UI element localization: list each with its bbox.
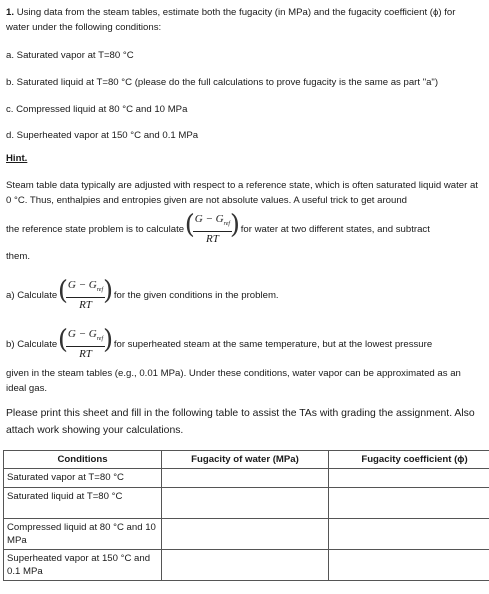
fugacity-answer-cell[interactable] xyxy=(162,488,329,519)
hint-ref-line xyxy=(6,210,430,246)
fugacity-answer-cell[interactable] xyxy=(162,550,329,581)
fraction-numerator: G − G xyxy=(194,213,224,225)
condition-cell: Compressed liquid at 80 °C and 10 MPa xyxy=(4,519,162,550)
part-c: c. Compressed liquid at 80 °C and 10 MPa xyxy=(6,104,188,115)
part-d: d. Superheated vapor at 150 °C and 0.1 MPa xyxy=(6,130,199,141)
hint-b-continuation: given in the steam tables (e.g., 0.01 MPa). Under these conditions, water vapor can be approximated as an ideal gas. xyxy=(6,368,461,394)
header-fugacity-coefficient: Fugacity coefficient (ϕ) xyxy=(329,451,489,469)
coefficient-answer-cell[interactable] xyxy=(329,550,489,581)
fraction-b-subscript: ref xyxy=(96,336,104,343)
ref-line-prefix: the reference state problem is to calculate xyxy=(6,224,185,236)
fraction-a-subscript: ref xyxy=(96,287,104,294)
question-number: 1. xyxy=(6,7,15,18)
gibbs-fraction-a: ( $\frac{G - G_{ref}}{RT}$ ) xyxy=(57,276,114,312)
hint-a-prefix: a) Calculate xyxy=(6,290,58,302)
hint-b-line xyxy=(6,325,433,361)
hint-heading: Hint. xyxy=(6,153,28,164)
hint-a-suffix: for the given conditions in the problem. xyxy=(113,290,279,302)
table-row xyxy=(4,488,489,519)
part-a: a. Saturated vapor at T=80 °C xyxy=(6,50,134,61)
fugacity-answer-cell[interactable] xyxy=(162,469,329,488)
hint-b-prefix: b) Calculate xyxy=(6,339,58,351)
part-b: b. Saturated liquid at T=80 °C (please do the full calculations to prove fugacity is the same as part "a") xyxy=(6,77,439,88)
table-header-row xyxy=(4,451,489,469)
gibbs-fraction: ( $\frac{G - G_{ref}}{RT}$ ) xyxy=(184,210,241,246)
header-conditions: Conditions xyxy=(4,451,162,469)
question-text: Using data from the steam tables, estimate both the fugacity (in MPa) and the fugacity coefficient (ϕ) for water under the following conditions: xyxy=(6,7,456,33)
fraction-a-numerator: G − G xyxy=(67,279,97,291)
condition-cell: Saturated liquid at T=80 °C xyxy=(4,488,162,519)
answer-table xyxy=(3,450,489,581)
condition-cell: Superheated vapor at 150 °C and 0.1 MPa xyxy=(4,550,162,581)
table-row xyxy=(4,550,489,581)
fraction-subscript: ref xyxy=(223,221,231,228)
coefficient-answer-cell[interactable] xyxy=(329,488,489,519)
table-row xyxy=(4,519,489,550)
table-row xyxy=(4,469,489,488)
hint-a-line xyxy=(6,276,279,312)
hint-them: them. xyxy=(6,251,30,262)
fugacity-answer-cell[interactable] xyxy=(162,519,329,550)
hint-b-suffix: for superheated steam at the same temperature, but at the lowest pressure xyxy=(113,339,433,351)
coefficient-answer-cell[interactable] xyxy=(329,469,489,488)
question-1 xyxy=(6,5,480,35)
ref-line-suffix: for water at two different states, and subtract xyxy=(240,224,430,236)
hint-paragraph: Steam table data typically are adjusted with respect to a reference state, which is often saturated liquid water at 0 °C. Thus, enthalpies and entropies given are not absolute values. A useful trick to get around xyxy=(6,180,478,206)
fraction-a-denominator: RT xyxy=(79,299,92,312)
coefficient-answer-cell[interactable] xyxy=(329,519,489,550)
instructions: Please print this sheet and fill in the following table to assist the TAs with grading the assignment. Also attach work showing your calculations. xyxy=(6,408,475,436)
header-fugacity: Fugacity of water (MPa) xyxy=(162,451,329,469)
fraction-b-denominator: RT xyxy=(79,348,92,361)
gibbs-fraction-b: ( $\frac{G - G_{ref}}{RT}$ ) xyxy=(57,325,114,361)
fraction-b-numerator: G − G xyxy=(67,328,97,340)
condition-cell: Saturated vapor at T=80 °C xyxy=(4,469,162,488)
fraction-denominator: RT xyxy=(206,233,219,246)
